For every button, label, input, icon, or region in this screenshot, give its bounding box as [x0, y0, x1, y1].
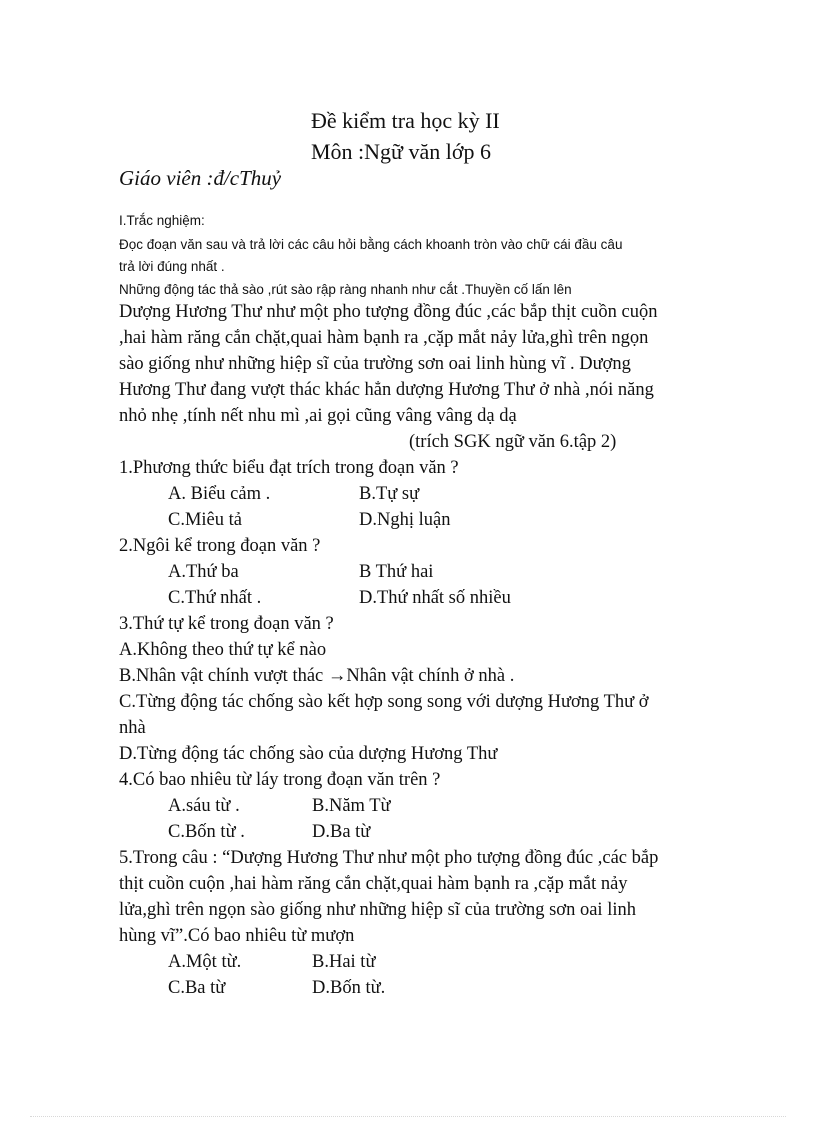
q3-option-c-continued: nhà [119, 718, 146, 738]
q3-option-d: D.Từng động tác chống sào của dượng Hương Thư [119, 744, 498, 764]
q4-option-b: B.Năm Từ [312, 796, 391, 816]
q4-option-d: D.Ba từ [312, 822, 371, 842]
exam-title: Đề kiểm tra học kỳ II [311, 108, 500, 133]
question-1: 1.Phương thức biểu đạt trích trong đoạn văn ? [119, 458, 459, 478]
q1-option-c: C.Miêu tả [168, 510, 242, 530]
passage-line: Dượng Hương Thư như một pho tượng đồng đúc ,các bắp thịt cuồn cuộn [119, 302, 658, 322]
q3-option-b: B.Nhân vật chính vượt thác →Nhân vật chính ở nhà . [119, 666, 515, 686]
q5-option-d: D.Bốn từ. [312, 978, 386, 998]
passage-line: nhỏ nhẹ ,tính nết nhu mì ,ai gọi cũng vâng vâng dạ dạ [119, 406, 517, 426]
instruction-line: trả lời đúng nhất . [119, 259, 225, 274]
passage-line: ,hai hàm răng cắn chặt,quai hàm bạnh ra ,cặp mắt nảy lửa,ghì trên ngọn [119, 328, 649, 348]
q1-option-d: D.Nghị luận [359, 510, 451, 530]
q5-option-b: B.Hai từ [312, 952, 376, 972]
question-5-continued: lửa,ghì trên ngọn sào giống như những hiệp sĩ của trường sơn oai linh [119, 900, 636, 920]
q3-option-c: C.Từng động tác chống sào kết hợp song song với dượng Hương Thư ở [119, 692, 649, 712]
question-5: 5.Trong câu : “Dượng Hương Thư như một pho tượng đồng đúc ,các bắp [119, 848, 659, 868]
q1-option-b: B.Tự sự [359, 484, 420, 504]
question-4: 4.Có bao nhiêu từ láy trong đoạn văn trên ? [119, 770, 441, 790]
q3-option-a: A.Không theo thứ tự kể nào [119, 640, 327, 660]
q2-option-a: A.Thứ ba [168, 562, 239, 582]
q2-option-d: D.Thứ nhất số nhiều [359, 588, 511, 608]
instruction-line: Đọc đoạn văn sau và trả lời các câu hỏi bằng cách khoanh tròn vào chữ cái đầu câu [119, 237, 623, 252]
q4-option-a: A.sáu từ . [168, 796, 240, 816]
question-2: 2.Ngôi kể trong đoạn văn ? [119, 536, 321, 556]
passage-line: Hương Thư đang vượt thác khác hẳn dượng Hương Thư ở nhà ,nói năng [119, 380, 654, 400]
page-bottom-rule [30, 1116, 786, 1117]
question-5-continued: thịt cuồn cuộn ,hai hàm răng cắn chặt,quai hàm bạnh ra ,cặp mắt nảy [119, 874, 628, 894]
exam-subject: Môn :Ngữ văn lớp 6 [311, 139, 491, 164]
teacher-line: Giáo viên :đ/cThuỷ [119, 166, 282, 190]
question-3: 3.Thứ tự kể trong đoạn văn ? [119, 614, 334, 634]
passage-line: Những động tác thả sào ,rút sào rập ràng nhanh như cắt .Thuyền cố lấn lên [119, 282, 572, 297]
question-5-continued: hùng vĩ”.Có bao nhiêu từ mượn [119, 926, 355, 946]
q1-option-a: A. Biểu cảm . [168, 484, 271, 504]
q2-option-c: C.Thứ nhất . [168, 588, 262, 608]
q5-option-a: A.Một từ. [168, 952, 242, 972]
q4-option-c: C.Bốn từ . [168, 822, 245, 842]
passage-line: sào giống như những hiệp sĩ của trường sơn oai linh hùng vĩ . Dượng [119, 354, 631, 374]
q2-option-b: B Thứ hai [359, 562, 434, 582]
passage-source: (trích SGK ngữ văn 6.tập 2) [409, 432, 617, 452]
q5-option-c: C.Ba từ [168, 978, 226, 998]
section-heading: I.Trắc nghiệm: [119, 213, 205, 228]
